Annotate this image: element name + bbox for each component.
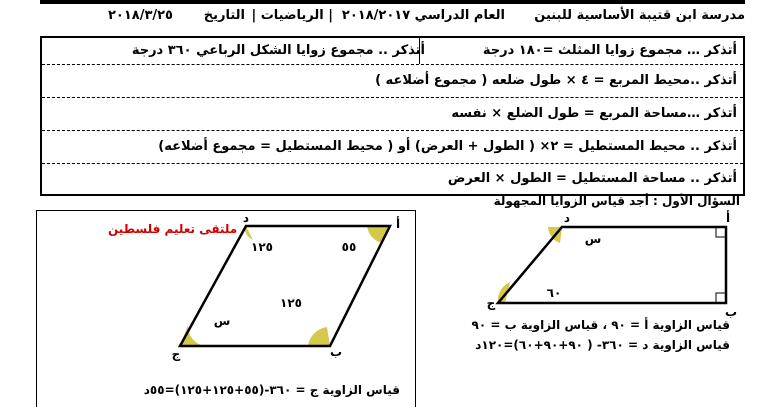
parallelogram-shape xyxy=(180,226,390,346)
parallelogram-figure xyxy=(172,211,400,361)
credit-label: ملتقى تعليم فلسطين xyxy=(108,222,238,236)
right-angle-b xyxy=(716,293,726,303)
label-a: أ xyxy=(395,217,401,231)
angle-b-arc xyxy=(308,327,330,346)
date-label: التاريخ xyxy=(203,8,245,23)
figure1-answer-1: قياس الزاوية أ = ٩٠ ، قياس الزاوية ب = ٩٠ xyxy=(471,318,730,332)
angle-a-value: ٥٥ xyxy=(341,240,357,254)
right-angle-a xyxy=(716,227,726,237)
label-d: د xyxy=(563,211,571,225)
angle-s-label: س xyxy=(213,314,231,328)
figure1-answer-2: قياس الزاوية د = ٣٦٠- ( ٩٠+٩٠+٦٠)=١٢٠د xyxy=(475,338,730,352)
label-b: ب xyxy=(329,345,343,359)
note-square-perimeter: أتذكر ..محيط المربع = ٤ × طول ضلعه ( مجموع أضلاعه ) xyxy=(375,73,737,88)
academic-year: العام الدراسي ٢٠١٨/٢٠١٧ xyxy=(341,8,505,23)
angle-s-label: س xyxy=(584,232,602,246)
note-square-area: أتذكر …مساحة المربع = طول الضلع × نفسه xyxy=(451,106,737,121)
label-a: أ xyxy=(725,211,731,225)
label-d: د xyxy=(242,211,250,225)
note-quadrilateral: أتذكر .. مجموع زوايا الشكل الرباعي ٣٦٠ درجة xyxy=(131,43,425,58)
angle-b-value: ١٢٥ xyxy=(280,296,302,310)
figure2-answer: قياس الزاوية ج = ٣٦٠-(٥٥+١٢٥+١٢٥)=٥٥د xyxy=(143,383,400,397)
school-name: مدرسة ابن قتيبة الأساسية للبنين xyxy=(534,8,745,23)
label-b: ب xyxy=(724,305,738,319)
subject: | الرياضيات | xyxy=(251,8,333,23)
trapezoid-figure xyxy=(487,210,737,319)
question-title: السؤال الأول : أجد قياس الزوايا المجهولة xyxy=(493,194,740,208)
label-j: ج xyxy=(486,296,496,310)
note-triangle: أتذكر … مجموع زوايا المثلث =١٨٠ درجة xyxy=(482,43,737,58)
date-value: ٢٠١٨/٣/٢٥ xyxy=(107,8,173,23)
angle-j-value: ٦٠ xyxy=(546,286,562,300)
angle-d-value: ١٢٥ xyxy=(251,240,273,254)
label-j: ج xyxy=(171,347,181,361)
angle-j-arc xyxy=(180,325,205,346)
note-rect-perimeter: أتذكر .. محيط المستطيل = ٢× ( الطول + العرض) أو ( محيط المستطيل = مجموع أضلاعه) xyxy=(158,139,737,154)
trapezoid-shape xyxy=(498,227,726,303)
note-rect-area: أتذكر .. مساحة المستطيل = الطول × العرض xyxy=(447,171,737,186)
